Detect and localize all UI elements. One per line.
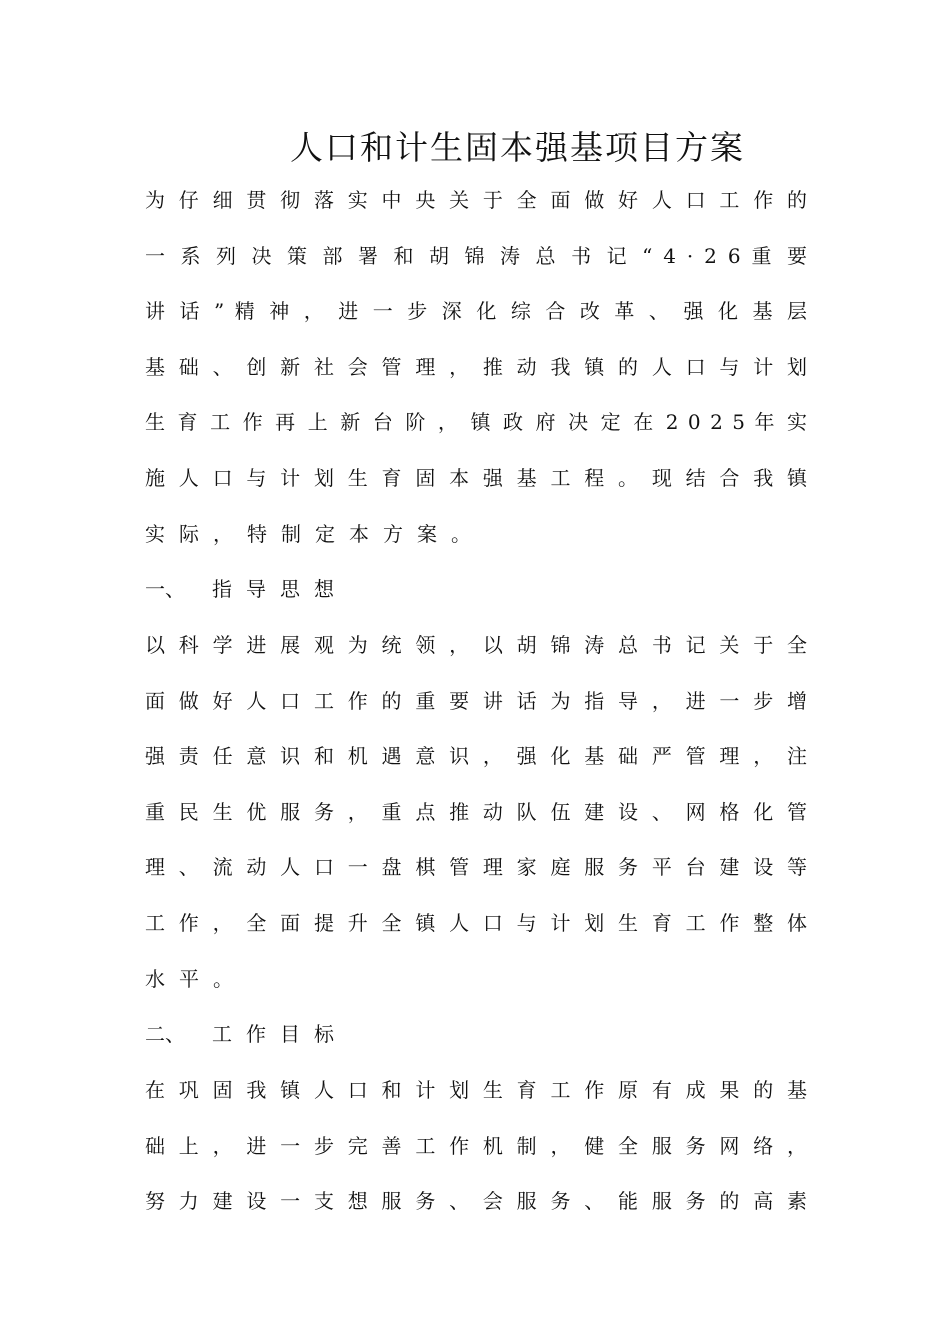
paragraph-line: 一 系 列 决 策 部 署 和 胡 锦 涛 总 书 记 “ 4 · 2 6 重 要 [145, 244, 807, 268]
paragraph-line: 重 民 生 优 服 务 ， 重 点 推 动 队 伍 建 设 、 网 格 化 管 [145, 800, 807, 824]
section-number: 二、 [145, 1022, 185, 1046]
paragraph-line: 施 人 口 与 计 划 生 育 固 本 强 基 工 程 。 现 结 合 我 镇 [145, 466, 807, 490]
section-title: 指导思想 [212, 577, 348, 601]
section-number: 一、 [145, 577, 185, 601]
paragraph-line: 础 上 ， 进 一 步 完 善 工 作 机 制 ， 健 全 服 务 网 络 ， [145, 1134, 807, 1158]
paragraph-line: 面 做 好 人 口 工 作 的 重 要 讲 话 为 指 导 ， 进 一 步 增 [145, 689, 807, 713]
paragraph-line: 理 、 流 动 人 口 一 盘 棋 管 理 家 庭 服 务 平 台 建 设 等 [145, 855, 807, 879]
paragraph-line: 强 责 任 意 识 和 机 遇 意 识 ， 强 化 基 础 严 管 理 ， 注 [145, 744, 807, 768]
paragraph-line: 实际，特制定本方案。 [145, 522, 485, 546]
paragraph-line: 努 力 建 设 一 支 想 服 务 、 会 服 务 、 能 服 务 的 高 素 [145, 1189, 807, 1213]
document-title: 人口和计生固本强基项目方案 [290, 128, 745, 167]
paragraph-line: 以 科 学 进 展 观 为 统 领 ， 以 胡 锦 涛 总 书 记 关 于 全 [145, 633, 807, 657]
paragraph-line: 为 仔 细 贯 彻 落 实 中 央 关 于 全 面 做 好 人 口 工 作 的 [145, 188, 807, 212]
paragraph-line: 生 育 工 作 再 上 新 台 阶 ， 镇 政 府 决 定 在 2 0 2 5 年 实 [145, 410, 807, 434]
paragraph-line: 讲 话 ” 精 神 ， 进 一 步 深 化 综 合 改 革 、 强 化 基 层 [145, 299, 807, 323]
paragraph-line: 工 作 ， 全 面 提 升 全 镇 人 口 与 计 划 生 育 工 作 整 体 [145, 911, 807, 935]
paragraph-line: 基 础 、 创 新 社 会 管 理 ， 推 动 我 镇 的 人 口 与 计 划 [145, 355, 807, 379]
paragraph-line: 水平。 [145, 967, 247, 991]
paragraph-line: 在 巩 固 我 镇 人 口 和 计 划 生 育 工 作 原 有 成 果 的 基 [145, 1078, 807, 1102]
section-title: 工作目标 [212, 1022, 348, 1046]
